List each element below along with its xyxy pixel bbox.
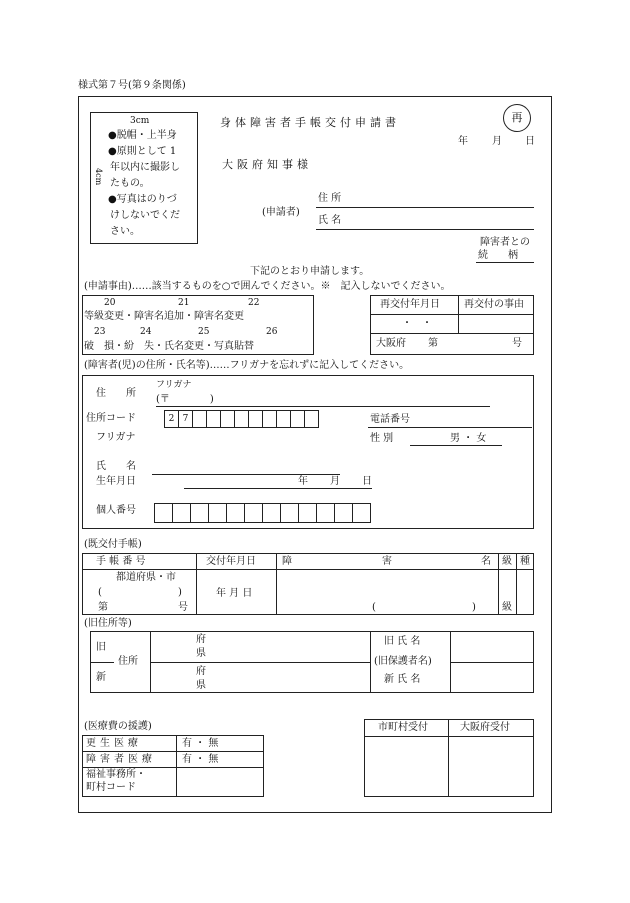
person-name-label: 氏 名: [96, 461, 136, 472]
personal-no-cell[interactable]: [316, 503, 335, 523]
photo-note-2a: ●原則として 1: [108, 146, 177, 157]
reason-24: 24: [140, 327, 152, 337]
birth-label: 生年月日: [96, 476, 136, 487]
address-code-cell[interactable]: [234, 410, 249, 428]
personal-no-label: 個人番号: [96, 505, 136, 516]
reception-osaka: 大阪府受付: [460, 722, 510, 733]
applicant-address-line[interactable]: [316, 207, 534, 208]
applicant-name-label: 氏 名: [318, 215, 342, 226]
old-label: 旧: [96, 642, 106, 653]
issued-col-harm: 害: [382, 556, 392, 567]
issued-col-type: 種: [520, 556, 530, 567]
medical-row2-label: 障害者医療: [86, 754, 156, 765]
medical-row2-value[interactable]: 有 ・ 無: [182, 754, 219, 765]
issued-paren-close: ): [178, 587, 182, 598]
old-fu: 府: [196, 634, 206, 645]
form-number: 様式第７号(第９条関係): [78, 80, 186, 91]
relation-label-1: 障害者との: [480, 237, 530, 248]
personal-no-cell[interactable]: [298, 503, 317, 523]
request-line: 下記のとおり申請します。: [250, 266, 370, 277]
medical-row3-label-2: 町村コード: [86, 782, 136, 793]
new-name-label: 新 氏 名: [384, 674, 421, 685]
issued-ymd: 年 月 日: [216, 588, 253, 599]
reissue-pref: 大阪府: [376, 338, 406, 349]
personal-no-cell[interactable]: [208, 503, 227, 523]
address-code-cell[interactable]: 7: [178, 410, 193, 428]
person-address-line[interactable]: [156, 406, 490, 407]
address-code-cell[interactable]: [290, 410, 305, 428]
medical-heading: (医療費の援護): [84, 721, 152, 732]
person-heading: (障害者(児)の住所・氏名等)……フリガナを忘れずに記入してください。: [84, 360, 410, 371]
date-day: 日: [525, 136, 535, 147]
medical-row1-label: 更生医療: [86, 738, 142, 749]
sex-label: 性 別: [370, 433, 394, 444]
issued-grade-mark: 級: [502, 602, 512, 613]
personal-no-cell[interactable]: [172, 503, 191, 523]
relation-line[interactable]: [476, 262, 534, 263]
reason-heading: (申請事由)……該当するものを○で囲んでください。※ 記入しないでください。: [84, 281, 451, 292]
applicant-address-label: 住 所: [318, 193, 342, 204]
reissue-dai: 第: [428, 338, 438, 349]
issued-col-date: 交付年月日: [206, 556, 256, 567]
reason-20: 20: [104, 298, 116, 308]
address-code-label: 住所コード: [86, 413, 136, 424]
address-code-cell[interactable]: 2: [164, 410, 179, 428]
addressee: 大阪府知事様: [222, 158, 312, 171]
photo-width: 3cm: [130, 116, 150, 126]
new-label: 新: [96, 672, 106, 683]
reason-23: 23: [94, 327, 106, 337]
birth-day: 日: [362, 476, 372, 487]
personal-no-cell[interactable]: [334, 503, 353, 523]
reissue-go: 号: [512, 338, 522, 349]
date-year: 年: [458, 136, 468, 147]
reissue-date-header: 再交付年月日: [380, 299, 440, 310]
birth-month: 月: [330, 476, 340, 487]
issued-paren-open: (: [98, 587, 102, 598]
issued-pref-city: 都道府県・市: [116, 572, 176, 583]
old-guardian-label: (旧保護者名): [374, 656, 432, 667]
photo-note-2c: たもの。: [110, 178, 150, 189]
personal-no-cell[interactable]: [190, 503, 209, 523]
birth-year: 年: [298, 476, 308, 487]
issued-paren2-close: ): [472, 602, 476, 613]
address-code-cell[interactable]: [206, 410, 221, 428]
photo-note-2b: 年以内に撮影し: [110, 162, 180, 173]
person-address-label: 住 所: [96, 388, 136, 399]
phone-label: 電話番号: [370, 414, 410, 425]
medical-row1-value[interactable]: 有 ・ 無: [182, 738, 219, 749]
issued-col-name: 名: [481, 556, 491, 567]
issued-dai: 第: [98, 602, 108, 613]
address-code-cell[interactable]: [220, 410, 235, 428]
issued-col-grade: 級: [502, 556, 512, 567]
person-furigana-label: フリガナ: [96, 432, 136, 443]
photo-note-1: ●脱帽・上半身: [108, 130, 177, 141]
issued-table: [82, 553, 534, 615]
reissue-mark: 再: [503, 104, 531, 132]
reason-row2: 破 損・紛 失・氏名変更・写真貼替: [84, 341, 254, 352]
personal-no-cell[interactable]: [226, 503, 245, 523]
issued-col-disability: 障: [282, 556, 292, 567]
personal-no-cell[interactable]: [244, 503, 263, 523]
photo-note-3b: けしないでくだ: [110, 210, 180, 221]
issued-heading: (既交付手帳): [84, 539, 142, 550]
issued-paren2-open: (: [372, 602, 376, 613]
new-ken: 県: [196, 680, 206, 691]
address-code-cell[interactable]: [304, 410, 319, 428]
address-code-cell[interactable]: [248, 410, 263, 428]
form-title: 身体障害者手帳交付申請書: [220, 116, 400, 129]
old-ken: 県: [196, 648, 206, 659]
reason-26: 26: [266, 327, 278, 337]
reason-row1: 等級変更・障害名追加・障害名変更: [84, 311, 244, 322]
applicant-name-line[interactable]: [316, 229, 534, 230]
address-code-cell[interactable]: [276, 410, 291, 428]
date-month: 月: [492, 136, 502, 147]
issued-col-no: 手 帳 番 号: [96, 556, 146, 567]
address-code-cell[interactable]: [262, 410, 277, 428]
reissue-reason-header: 再交付の事由: [464, 299, 524, 310]
phone-line[interactable]: [368, 427, 532, 428]
personal-no-cell[interactable]: [352, 503, 371, 523]
new-fu: 府: [196, 666, 206, 677]
reason-25: 25: [198, 327, 210, 337]
personal-no-cell[interactable]: [262, 503, 281, 523]
person-name-line[interactable]: [152, 474, 340, 475]
issued-go: 号: [178, 602, 188, 613]
applicant-label: (申請者): [262, 207, 300, 218]
old-name-label: 旧 氏 名: [384, 636, 421, 647]
reason-22: 22: [248, 298, 260, 308]
personal-no-cell[interactable]: [280, 503, 299, 523]
photo-height: 4cm: [94, 168, 103, 186]
relation-label-2: 続 柄: [478, 250, 518, 261]
old-address-heading: (旧住所等): [84, 618, 132, 629]
reception-city: 市町村受付: [378, 722, 428, 733]
photo-note-3a: ●写真はのりづ: [108, 194, 177, 205]
address-code-cell[interactable]: [192, 410, 207, 428]
address-label: 住所: [118, 656, 138, 667]
birth-line[interactable]: [184, 488, 372, 489]
photo-note-3c: さい。: [110, 226, 140, 237]
reissue-date-dots: ・ ・: [402, 318, 432, 329]
personal-no-cell[interactable]: [154, 503, 173, 523]
person-furigana-top: フリガナ: [156, 380, 192, 390]
medical-row3-label-1: 福祉事務所・: [86, 769, 146, 780]
reason-21: 21: [178, 298, 190, 308]
person-postal: (〒 ): [156, 394, 214, 405]
sex-options[interactable]: 男 ・ 女: [450, 433, 487, 444]
